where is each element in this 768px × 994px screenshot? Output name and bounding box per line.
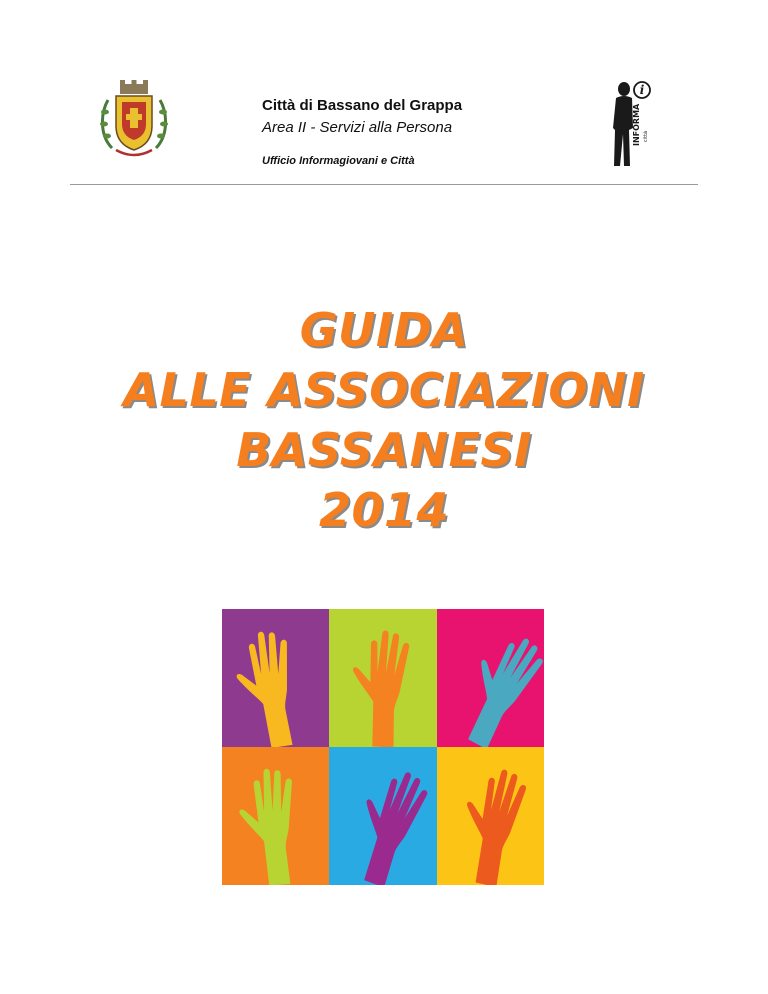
title-line-1: GUIDA (299, 303, 469, 357)
raised-hands-icon (222, 609, 329, 747)
hand-tile (437, 609, 544, 747)
hand-icon (237, 767, 299, 885)
hand-tile (222, 609, 329, 747)
raised-hands-icon (437, 609, 544, 747)
hand-tile (329, 747, 437, 885)
org-area: Area II - Servizi alla Persona (262, 119, 453, 136)
raised-hands-icon (437, 747, 544, 885)
informa-logo-subtext: città (643, 130, 649, 142)
header-divider (70, 184, 698, 185)
hand-icon (231, 628, 301, 747)
raised-hands-icon (222, 747, 329, 885)
hand-tile (222, 747, 329, 885)
hand-tile (437, 747, 544, 885)
org-name: Città di Bassano del Grappa (262, 97, 463, 114)
letterhead-text (262, 96, 542, 168)
hand-icon (341, 762, 432, 885)
title-line-4: 2014 (318, 483, 450, 537)
org-office: Ufficio Informagiovani e Città (262, 155, 415, 167)
info-i-icon: i (639, 83, 645, 97)
hand-icon (446, 625, 544, 747)
informa-logo-text: INFORMA (632, 103, 641, 146)
raised-hands-image (222, 609, 544, 885)
hand-tile (329, 609, 437, 747)
letterhead (0, 0, 768, 190)
raised-hands-icon (329, 747, 437, 885)
informa-logo (608, 80, 652, 172)
title-line-2: ALLE ASSOCIAZIONI (123, 363, 645, 417)
raised-hands-icon (329, 609, 437, 747)
hand-icon (451, 763, 529, 885)
coat-of-arms-icon (98, 78, 170, 160)
title-line-3: BASSANESI (236, 423, 532, 477)
document-title (0, 300, 768, 540)
hand-icon (348, 628, 410, 747)
